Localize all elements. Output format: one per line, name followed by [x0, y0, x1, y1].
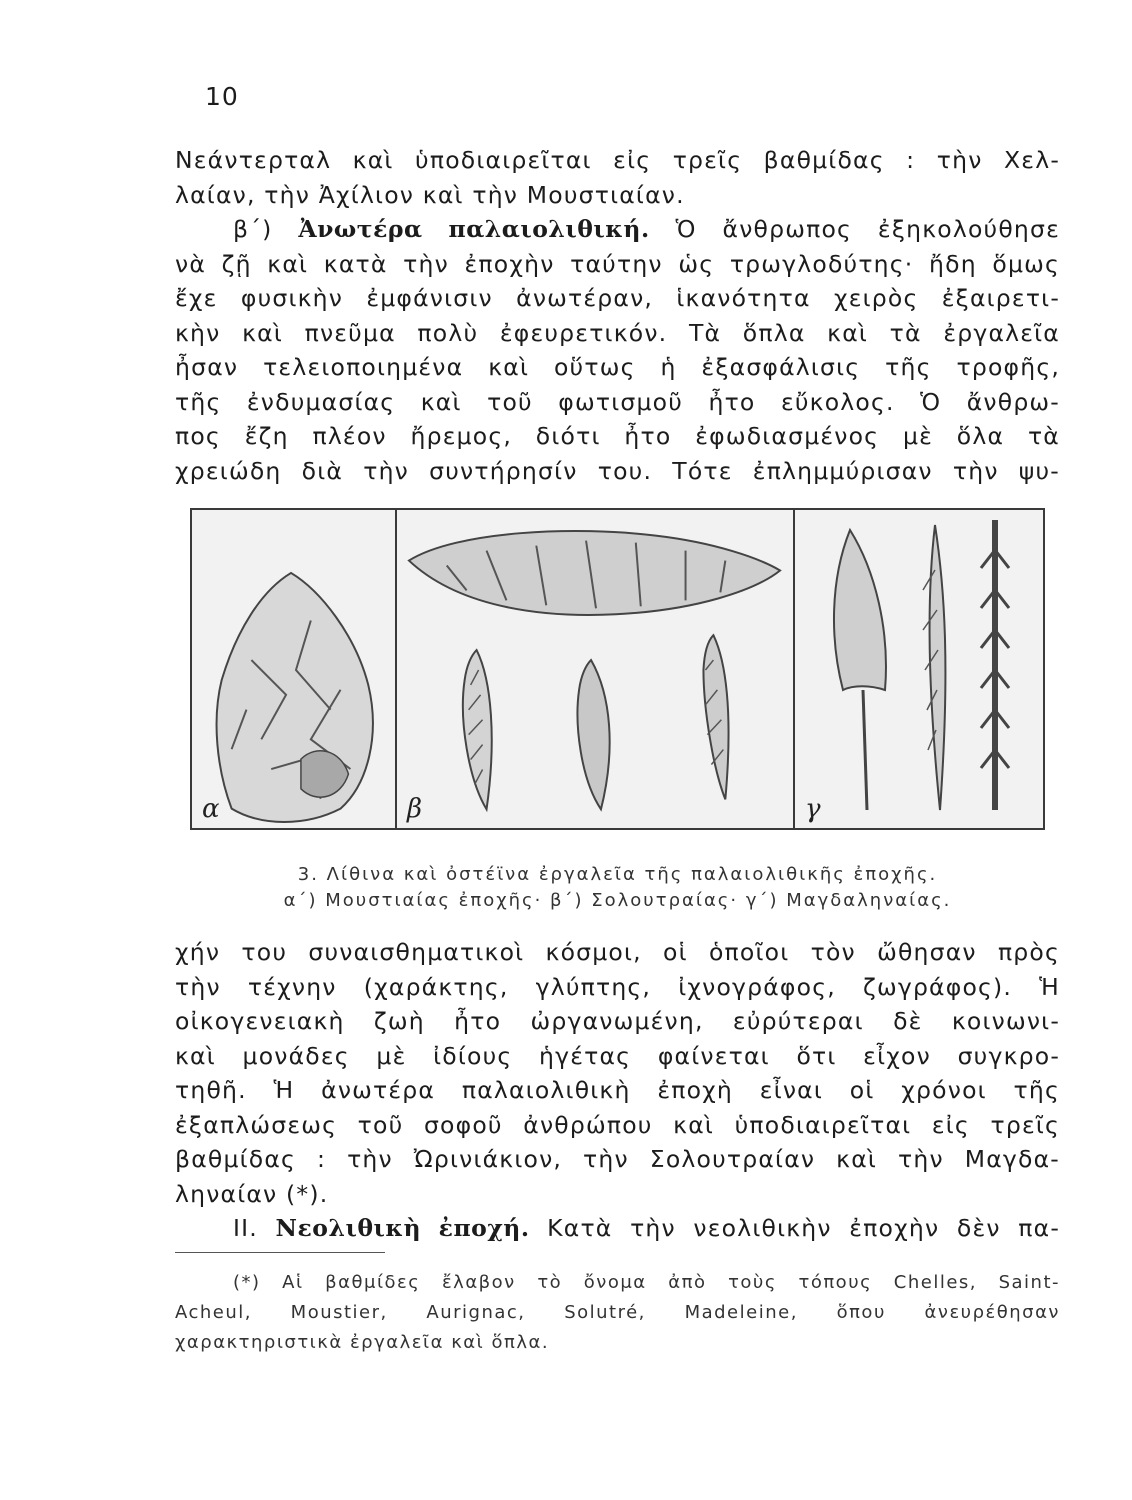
figure-panel-magdalenian	[795, 510, 1043, 828]
text-line: νὰ ζῇ καὶ κατὰ τὴν ἐποχὴν ταύτην ὡς τρωγλοδύτης· ἤδη ὅμως	[175, 249, 1060, 278]
section-heading-line	[175, 212, 1060, 247]
panel-label-c: γ	[805, 794, 821, 824]
text-line: βαθμίδας : τὴν Ὠρινιάκιον, τὴν Σολουτραίαν καὶ τὴν Μαγδα-	[175, 1145, 1060, 1173]
figure-panel-mousterian	[192, 510, 397, 828]
footnote-line: (*) Αἱ βαθμίδες ἔλαβον τὸ ὄνομα ἀπὸ τοὺς τόπους Chelles, Saint-	[233, 1272, 1060, 1293]
text-line: τὴν τέχνην (χαράκτης, γλύπτης, ἰχνογράφος, ζωγράφος). Ἡ	[175, 972, 1060, 1001]
paragraph-upper-paleolithic	[175, 935, 1060, 1246]
figure-caption	[175, 862, 1060, 914]
page-number: 10	[205, 82, 239, 111]
figure-panel-solutrean	[397, 510, 795, 828]
caption-line: α΄) Μουστιαίας ἐποχῆς· β΄) Σολουτραίας· γ΄) Μαγδαληναίας.	[283, 890, 952, 911]
section-heading: Ἀνωτέρα παλαιολιθική.	[298, 215, 650, 243]
text-line: πος ἔζη πλέον ἤρεμος, διότι ἦτο ἐφωδιασμένος μὲ ὅλα τὰ	[175, 422, 1060, 450]
stone-tools-figure	[190, 508, 1045, 830]
footnote-line: Acheul, Moustier, Aurignac, Solutré, Madeleine, ὅπου ἀνευρέθησαν	[175, 1302, 1060, 1323]
panel-label-a: α	[202, 794, 220, 824]
text-line: κὴν καὶ πνεῦμα πολὺ ἐφευρετικόν. Τὰ ὅπλα καὶ τὰ ἐργαλεῖα	[175, 318, 1060, 347]
text-line: ἔχε φυσικὴν ἐμφάνισιν ἀνωτέραν, ἱκανότητα χειρὸς ἐξαιρετι-	[175, 284, 1060, 312]
section-heading-line	[175, 1211, 1060, 1246]
text-line: τηθῆ. Ἡ ἀνωτέρα παλαιολιθικὴ ἐποχὴ εἶναι οἱ χρόνοι τῆς	[175, 1076, 1060, 1104]
text-line: τῆς ἐνδυμασίας καὶ τοῦ φωτισμοῦ ἦτο εὔκολος. Ὁ ἄνθρω-	[175, 387, 1060, 416]
section-heading: Νεολιθικὴ ἐποχή.	[275, 1214, 530, 1242]
footnote-line: χαρακτηριστικὰ ἐργαλεῖα καὶ ὅπλα.	[175, 1332, 550, 1353]
paragraph-neanderthal	[175, 143, 1060, 488]
text-line: χήν του συναισθηματικοὶ κόσμοι, οἱ ὁποῖοι τὸν ὤθησαν πρὸς	[175, 938, 1060, 966]
text-line: Νεάντερταλ καὶ ὑποδιαιρεῖται εἰς τρεῖς βαθμίδας : τὴν Χελ-	[175, 146, 1060, 174]
laurel-leaf-points-illustration	[397, 510, 793, 828]
text-line: χρειώδη διὰ τὴν συντήρησίν του. Τότε ἐπλημμύρισαν τὴν ψυ-	[175, 456, 1060, 485]
section-prefix: β΄)	[233, 215, 299, 243]
footnote	[175, 1268, 1060, 1358]
text-line: λαίαν, τὴν Ἀχίλιον καὶ τὴν Μουστιαίαν.	[175, 180, 685, 209]
heading-line-rest: Ὁ ἄνθρωπος ἐξηκολούθησε	[649, 215, 1061, 243]
text-line: ληναίαν (*).	[175, 1179, 329, 1208]
heading-line-rest: Κατὰ τὴν νεολιθικὴν ἐποχὴν δὲν πα-	[529, 1214, 1061, 1242]
text-line: ἦσαν τελειοποιημένα καὶ οὕτως ἡ ἐξασφάλισις τῆς τροφῆς,	[175, 353, 1060, 381]
handaxe-illustration	[192, 510, 395, 828]
text-line: ἐξαπλώσεως τοῦ σοφοῦ ἀνθρώπου καὶ ὑποδιαιρεῖται εἰς τρεῖς	[175, 1110, 1060, 1139]
text-line: οἰκογενειακὴ ζωὴ ἦτο ὠργανωμένη, εὐρύτεραι δὲ κοινωνι-	[175, 1007, 1060, 1035]
bone-harpoons-illustration	[795, 510, 1043, 828]
footnote-divider	[175, 1252, 385, 1253]
panel-label-b: β	[407, 794, 423, 824]
caption-line: 3. Λίθινα καὶ ὀστέϊνα ἐργαλεῖα τῆς παλαιολιθικῆς ἐποχῆς.	[297, 864, 938, 885]
text-line: καὶ μονάδες μὲ ἰδίους ἡγέτας φαίνεται ὅτι εἶχον συγκρο-	[175, 1041, 1060, 1070]
section-prefix: ΙΙ.	[233, 1214, 276, 1242]
